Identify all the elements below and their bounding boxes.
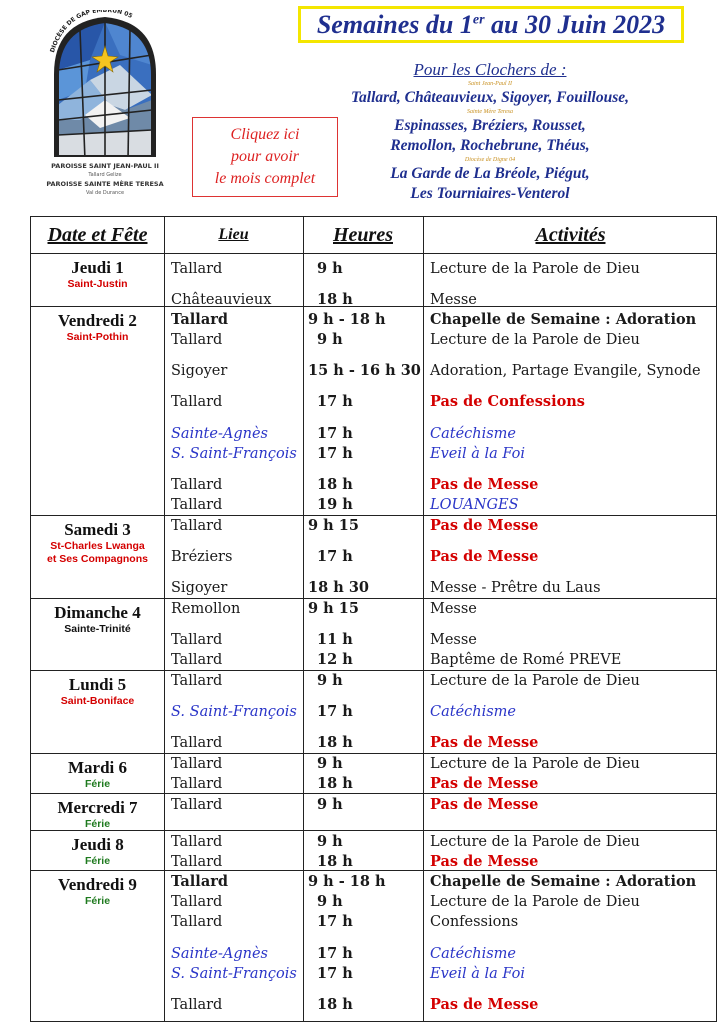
place-cell: Tallard (171, 477, 223, 493)
place-cell: Tallard (171, 797, 223, 813)
activity-cell: Catéchisme (430, 704, 517, 720)
time-cell: 9 h (317, 672, 343, 689)
place-cell: Bréziers (171, 549, 233, 565)
saint-name: Saint-Justin (67, 278, 128, 290)
time-cell: 18 h (317, 775, 353, 792)
saint-name: Férie (84, 895, 111, 907)
place-cell: Tallard (171, 497, 223, 513)
activity-cell: Catéchisme (430, 946, 517, 962)
place-cell: Tallard (171, 834, 223, 850)
day-cell (31, 758, 164, 791)
day-divider (31, 830, 716, 831)
place-cell: Tallard (171, 997, 223, 1013)
activity-cell: Eveil à la Foi (430, 446, 526, 462)
place-cell: Remollon (171, 601, 241, 617)
activity-cell: Eveil à la Foi (430, 966, 526, 982)
day-cell (31, 835, 164, 868)
schedule-table (30, 216, 717, 1022)
saint-name: Férie (84, 855, 111, 867)
column-divider (164, 217, 165, 1021)
place-cell: Tallard (171, 673, 223, 689)
place-cell: Châteauvieux (171, 292, 272, 308)
place-cell: S. Saint-François (171, 446, 297, 462)
day-name: Vendredi 2 (58, 311, 137, 330)
clochers-line-4: La Garde de La Bréole, Piégut, (390, 165, 590, 182)
time-cell: 17 h (317, 913, 353, 930)
day-cell (31, 258, 164, 291)
day-divider (31, 306, 716, 307)
place-cell: Tallard (171, 261, 223, 277)
place-cell: Tallard (171, 735, 223, 751)
place-cell: Sigoyer (171, 363, 228, 379)
activity-cell: Messe (430, 632, 477, 648)
stained-glass-window-icon (30, 10, 180, 160)
activity-cell: Messe (430, 292, 477, 308)
place-cell: Tallard (171, 873, 228, 890)
day-divider (31, 793, 716, 794)
time-cell: 9 h - 18 h (308, 311, 386, 328)
activity-cell: Messe - Prêtre du Laus (430, 580, 601, 596)
logo-parish-2-sub: Val de Durance (85, 190, 125, 196)
clochers-line-5: Les Tourniaires-Venterol (410, 185, 570, 202)
time-cell: 17 h (317, 393, 353, 410)
activity-cell: Confessions (430, 914, 519, 930)
clochers-tag-3: Diocèse de Digne 04 (464, 157, 516, 163)
activity-cell: Messe (430, 601, 477, 617)
activity-cell: Chapelle de Semaine : Adoration (430, 311, 697, 328)
day-cell (31, 603, 164, 636)
day-cell (31, 311, 164, 344)
activity-cell: Lecture de la Parole de Dieu (430, 332, 640, 348)
full-month-link-line-3[interactable]: le mois complet (214, 170, 316, 187)
day-name: Vendredi 9 (58, 875, 137, 894)
header-heures: Heures (333, 223, 393, 246)
place-cell: Tallard (171, 394, 223, 410)
place-cell: S. Saint-François (171, 966, 297, 982)
column-divider (423, 217, 424, 1021)
day-name: Jeudi 1 (71, 258, 124, 277)
full-month-link-line-1[interactable]: Cliquez ici (230, 126, 300, 143)
day-divider (31, 515, 716, 516)
time-cell: 18 h (317, 734, 353, 751)
activity-cell: Pas de Messe (430, 548, 539, 565)
time-cell: 18 h (317, 996, 353, 1013)
time-cell: 17 h (317, 703, 353, 720)
place-cell: Tallard (171, 632, 223, 648)
time-cell: 17 h (317, 445, 353, 462)
logo-arc-text: DIOCÈSE DE GAP EMBRUN 05 (49, 10, 134, 54)
clochers-tag-1: Saint Jean-Paul II (468, 81, 512, 87)
day-name: Dimanche 4 (54, 603, 141, 622)
place-cell: S. Saint-François (171, 704, 297, 720)
time-cell: 11 h (317, 631, 353, 648)
parish-logo (30, 10, 180, 200)
time-cell: 17 h (317, 965, 353, 982)
day-divider (31, 870, 716, 871)
time-cell: 9 h (317, 755, 343, 772)
title-text-pre: Semaines du 1 (316, 9, 473, 39)
place-cell: Sainte-Agnès (171, 426, 268, 442)
saint-name: Férie (84, 818, 111, 830)
time-cell: 9 h (317, 260, 343, 277)
place-cell: Tallard (171, 894, 223, 910)
clochers-block (320, 60, 660, 204)
place-cell: Sainte-Agnès (171, 946, 268, 962)
activity-cell: Chapelle de Semaine : Adoration (430, 873, 697, 890)
time-cell: 18 h (317, 853, 353, 870)
place-cell: Tallard (171, 756, 223, 772)
clochers-heading: Pour les Clochers de : (413, 60, 567, 79)
day-cell (31, 798, 164, 831)
activity-cell: LOUANGES (430, 497, 519, 513)
saint-name: et Ses Compagnons (47, 553, 148, 565)
day-name: Mardi 6 (67, 758, 128, 777)
header-divider (31, 253, 716, 254)
activity-cell: Lecture de la Parole de Dieu (430, 756, 640, 772)
place-cell: Tallard (171, 311, 228, 328)
place-cell: Sigoyer (171, 580, 228, 596)
place-cell: Tallard (171, 776, 223, 792)
clochers-line-1: Tallard, Châteauvieux, Sigoyer, Fouillouse, (350, 89, 630, 106)
day-cell (31, 675, 164, 708)
title-sup: er (472, 11, 485, 27)
activity-cell: Catéchisme (430, 426, 517, 442)
time-cell: 18 h (317, 476, 353, 493)
place-cell: Tallard (171, 332, 223, 348)
header-date: Date et Fête (47, 223, 148, 246)
clochers-line-2: Espinasses, Bréziers, Rousset, (394, 117, 586, 134)
time-cell: 9 h (317, 796, 343, 813)
day-name: Jeudi 8 (71, 835, 124, 854)
time-cell: 17 h (317, 425, 353, 442)
activity-cell: Pas de Messe (430, 734, 539, 751)
activity-cell: Pas de Messe (430, 996, 539, 1013)
day-name: Mercredi 7 (57, 798, 138, 817)
activity-cell: Pas de Messe (430, 775, 539, 792)
header-lieu: Lieu (218, 226, 249, 243)
place-cell: Tallard (171, 652, 223, 668)
activity-cell: Lecture de la Parole de Dieu (430, 673, 640, 689)
day-name: Lundi 5 (68, 675, 127, 694)
time-cell: 18 h 30 (308, 579, 369, 596)
column-divider (303, 217, 304, 1021)
activity-cell: Pas de Confessions (430, 393, 585, 410)
time-cell: 9 h 15 (308, 517, 359, 534)
place-cell: Tallard (171, 914, 223, 930)
day-cell (31, 520, 164, 566)
saint-name: Férie (84, 778, 111, 790)
activity-cell: Baptême de Romé PREVE (430, 652, 622, 668)
day-divider (31, 598, 716, 599)
time-cell: 15 h - 16 h 30 (308, 362, 421, 379)
place-cell: Tallard (171, 854, 223, 870)
time-cell: 9 h (317, 833, 343, 850)
clochers-tag-2: Sainte Mère Teresa (467, 109, 513, 115)
title-text-post: au 30 Juin 2023 (484, 9, 666, 39)
full-month-link-line-2[interactable]: pour avoir (231, 148, 299, 165)
time-cell: 18 h (317, 291, 353, 308)
time-cell: 17 h (317, 945, 353, 962)
activity-cell: Pas de Messe (430, 476, 539, 493)
saint-name: Saint-Pothin (66, 331, 129, 343)
activity-cell: Pas de Messe (430, 517, 539, 534)
clochers-line-3: Remollon, Rochebrune, Théus, (390, 137, 590, 154)
time-cell: 17 h (317, 548, 353, 565)
logo-parish-2: PAROISSE SAINTE MÈRE TERESA (46, 180, 164, 188)
activity-cell: Pas de Messe (430, 853, 539, 870)
activity-cell: Lecture de la Parole de Dieu (430, 261, 640, 277)
time-cell: 19 h (317, 496, 353, 513)
time-cell: 9 h 15 (308, 600, 359, 617)
time-cell: 9 h (317, 331, 343, 348)
day-cell (31, 875, 164, 908)
time-cell: 9 h (317, 893, 343, 910)
day-name: Samedi 3 (64, 520, 131, 539)
activity-cell: Lecture de la Parole de Dieu (430, 834, 640, 850)
header-activites: Activités (535, 223, 606, 246)
time-cell: 9 h - 18 h (308, 873, 386, 890)
activity-cell: Lecture de la Parole de Dieu (430, 894, 640, 910)
saint-name: St-Charles Lwanga (50, 540, 145, 552)
saint-name: Saint-Boniface (60, 695, 135, 707)
place-cell: Tallard (171, 518, 223, 534)
activity-cell: Pas de Messe (430, 796, 539, 813)
full-month-link[interactable] (192, 117, 338, 197)
page-title (298, 6, 684, 43)
logo-parish-1-sub: Tallard Gelize (88, 172, 122, 178)
logo-parish-1: PAROISSE SAINT JEAN-PAUL II (51, 162, 159, 170)
saint-name: Sainte-Trinité (64, 623, 131, 635)
time-cell: 12 h (317, 651, 353, 668)
activity-cell: Adoration, Partage Evangile, Synode (430, 363, 701, 379)
